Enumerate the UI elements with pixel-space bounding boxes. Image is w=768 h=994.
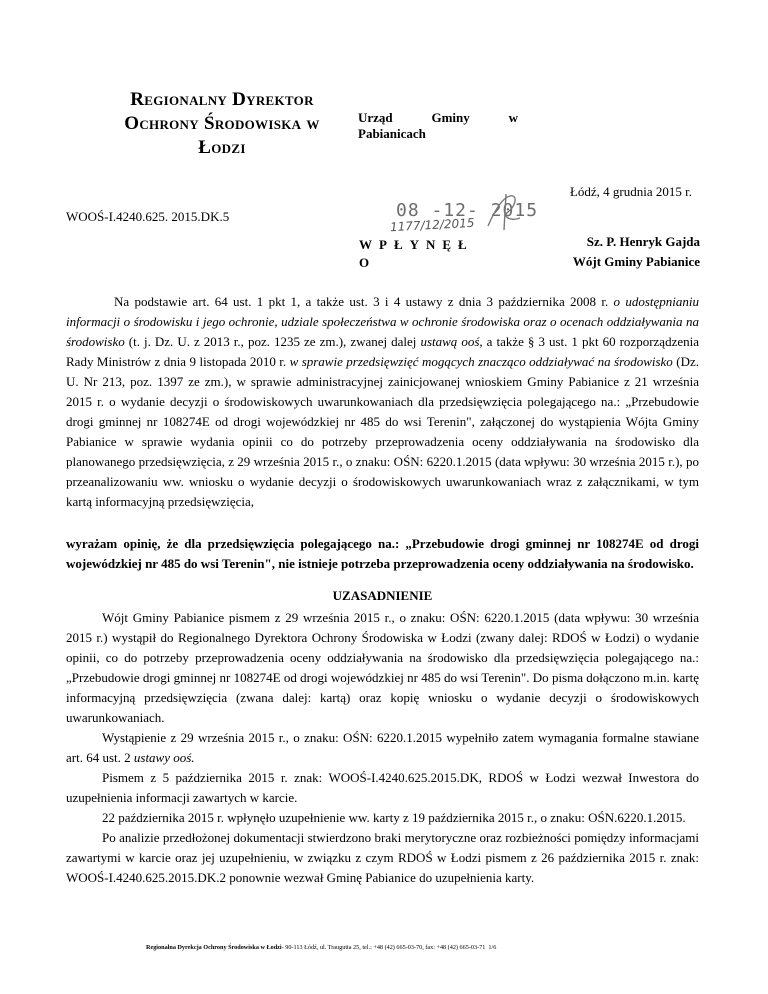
authority-line-3: Łodzi — [198, 137, 246, 158]
intro-text-1: Na podstawie art. 64 ust. 1 pkt 1, a także ust. 3 i 4 ustawy z dnia 3 października 2008 r. — [114, 294, 614, 309]
intro-text-4: (Dz. U. Nr 213, poz. 1397 ze zm.), w sprawie administracyjnej zainicjowanej wnioskiem Gminy Pabianice z 21 września 2015 r. o wydanie decyzji o środowiskowych uwarunkowaniach dla przedsięwzięcia polegającego na.: „Przebudowie drogi gminnej nr 108274E od drogi wojewódzkiej nr 485 do wsi Terenin", załączonej do wystąpienia Wójta Gminy Pabianice w sprawie wydania opinii co do potrzeby przeprowadzenia oceny oddziaływania na środowisko dla planowanego przedsięwzięcia, z 29 września 2015 r., o znaku: OŚN: 6220.1.2015 (data wpływu: 30 września 2015 r.), po przeanalizowaniu ww. wniosku o wydanie decyzji o środowiskowych uwarunkowaniach wraz z załącznikami, w tym kartą informacyjną przedsięwzięcia, — [66, 354, 699, 509]
document-date: Łódź, 4 grudnia 2015 r. — [569, 184, 692, 199]
opinion-statement: wyrażam opinię, że dla przedsięwzięcia polegającego na.: „Przebudowie drogi gminnej nr 108274E od drogi wojewódzkiej nr 485 do wsi Terenin", nie istnieje potrzeba przeprowadzenia oceny oddziaływania na środowisko. — [66, 536, 699, 571]
intro-act-abbrev: ustawą ooś, — [420, 334, 483, 349]
addressee — [573, 232, 700, 272]
justification-paragraph-4: 22 października 2015 r. wpłynęło uzupełnienie ww. karty z 19 października 2015 r., o znaku: OŚN.6220.1.2015. — [102, 810, 686, 825]
justification-paragraph-2-text: Wystąpienie z 29 września 2015 r., o znaku: OŚN: 6220.1.2015 wypełniło zatem wymagania formalne stawiane art. 64 ust. 2 — [66, 730, 699, 765]
footer-institution: Regionalna Dyrekcja Ochrony Środowiska w Łodzi — [146, 944, 282, 951]
footer-page-number: 1/6 — [488, 944, 497, 951]
intro-paragraph — [66, 292, 699, 512]
recipient-office — [358, 110, 518, 142]
recipient-office-word-1: Urząd — [358, 110, 393, 125]
received-label-line-2: O — [359, 255, 377, 270]
intro-text-2: (t. j. Dz. U. z 2013 r., poz. 1235 ze zm.), zwanej dalej — [124, 334, 421, 349]
stamp-handwritten-number: 1177/12/2015 — [389, 215, 475, 235]
received-label-line-1: WPŁYNĘŁ — [359, 237, 474, 252]
authority-header — [86, 88, 358, 160]
justification-paragraph-3: Pismem z 5 października 2015 r. znak: WOOŚ-I.4240.625.2015.DK, RDOŚ w Łodzi wezwał Inwestora do uzupełnienia informacji zawartych w karcie. — [66, 770, 699, 805]
stamp-date: 08 -12- 2015 — [396, 200, 539, 221]
recipient-office-word-2: Gminy — [431, 110, 470, 125]
justification-paragraph-2 — [66, 728, 699, 768]
justification-paragraph-2-italic: ustawy ooś. — [133, 750, 195, 765]
justification-paragraph-5: Po analizie przedłożonej dokumentacji stwierdzono braki merytoryczne oraz rozbieżności pomiędzy informacjami zawartymi w karcie oraz jej uzupełnieniu, w związku z czym RDOŚ w Łodzi pismem z 26 października 2015 r. znak: WOOŚ-I.4240.625.2015.DK.2 ponownie wezwał Gminę Pabianice do uzupełnienia karty. — [66, 830, 699, 885]
addressee-name: Sz. P. Henryk Gajda — [586, 234, 700, 249]
justification-paragraph-1: Wójt Gminy Pabianice pismem z 29 września 2015 r., o znaku: OŚN: 6220.1.2015 (data wpływu: 30 września 2015 r.) wystąpił do Regionalnego Dyrektora Ochrony Środowiska w Łodzi (zwany dalej: RDOŚ w Łodzi) o wydanie opinii, co do potrzeby przeprowadzenia oceny oddziaływania na środowisko dla przedsięwzięcia polegającego na.: „Przebudowie drogi gminnej nr 108274E od drogi wojewódzkiej nr 485 do wsi Terenin". Do pisma dołączono m.in. kartę informacyjną przedsięwzięcia (zwana dalej: kartą) oraz kopię wniosku o wydanie decyzji o środowiskowych uwarunkowaniach. — [66, 610, 699, 725]
recipient-office-word-3: w — [508, 110, 518, 125]
page-footer — [146, 944, 706, 951]
addressee-title: Wójt Gminy Pabianice — [572, 254, 700, 269]
authority-line-1: Regionalny Dyrektor — [130, 89, 314, 110]
recipient-office-line-2: Pabianicach — [358, 126, 426, 141]
intro-text-3: a także § 3 ust. 1 pkt 60 rozporządzenia Rady Ministrów z dnia 9 listopada 2010 r. — [66, 334, 699, 369]
intro-regulation-title: w sprawie przedsięwzięć mogących znacząco oddziaływać na środowisko — [289, 354, 673, 369]
justification-heading: UZASADNIENIE — [332, 588, 433, 603]
footer-contact: - 90-113 Łódź, ul. Traugutta 25, tel.: +48 (42) 665-03-70, fax: +48 (42) 665-03-71 — [281, 944, 486, 951]
received-label — [359, 236, 499, 272]
signature-scribble-icon — [480, 192, 526, 232]
intro-act-title: o udostępnianiu informacji o środowisku i jego ochronie, udziale społeczeństwa w ochronie środowiska oraz o ocenach oddziaływania na środowisko — [66, 294, 699, 349]
reference-number: WOOŚ-I.4240.625. 2015.DK.5 — [66, 209, 230, 224]
letter-body — [66, 292, 699, 888]
authority-line-2: Ochrony Środowiska w — [124, 113, 320, 134]
